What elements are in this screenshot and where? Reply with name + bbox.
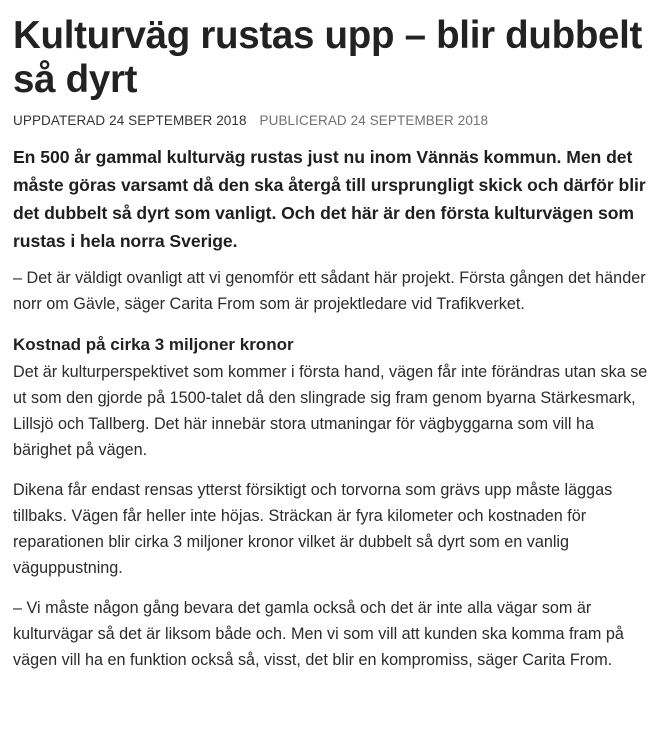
headline: Kulturväg rustas upp – blir dubbelt så dyrt <box>13 14 643 101</box>
quote-paragraph-1: – Det är väldigt ovanligt att vi genomför ett sådant här projekt. Första gången det händer norr om Gävle, säger Carita From som är projektledare vid Trafikverket. <box>13 269 646 313</box>
updated-date: UPPDATERAD 24 SEPTEMBER 2018 <box>13 113 247 128</box>
quote-paragraph-2: – Vi måste någon gång bevara det gamla också och det är inte alla vägar som är kulturvägar så det är liksom både och. Men vi som vill att kunden ska komma fram på vägen vill ha en funktion också så, visst, det blir en kompromiss, säger Carita From. <box>13 599 624 669</box>
published-date: PUBLICERAD 24 SEPTEMBER 2018 <box>259 113 489 128</box>
article <box>13 14 653 673</box>
body-paragraph-1: Det är kulturperspektivet som kommer i första hand, vägen får inte förändras utan ska se ut som den gjorde på 1500-talet då den slingrade sig fram genom byarna Stärkesmark, Lillsjö och Tallberg. Det här innebär stora utmaningar för vägbyggarna som vill ha bärighet på vägen. <box>13 363 648 459</box>
lead-paragraph: En 500 år gammal kulturväg rustas just nu inom Vännäs kommun. Men det måste göras varsamt då den ska återgå till ursprungligt skick och därför blir det dubbelt så dyrt som vanligt. Och det här är den första kulturvägen som rustas i hela norra Sverige. <box>13 147 646 251</box>
subheading: Kostnad på cirka 3 miljoner kronor <box>13 335 294 354</box>
body-paragraph-2: Dikena får endast rensas ytterst försiktigt och torvorna som grävs upp måste läggas tillbaks. Vägen får heller inte höjas. Sträckan är fyra kilometer och kostnaden för reparationen blir cirka 3 miljoner kronor vilket är dubbelt så dyrt som en vanlig väguppustning. <box>13 481 613 577</box>
article-dates <box>13 112 653 129</box>
